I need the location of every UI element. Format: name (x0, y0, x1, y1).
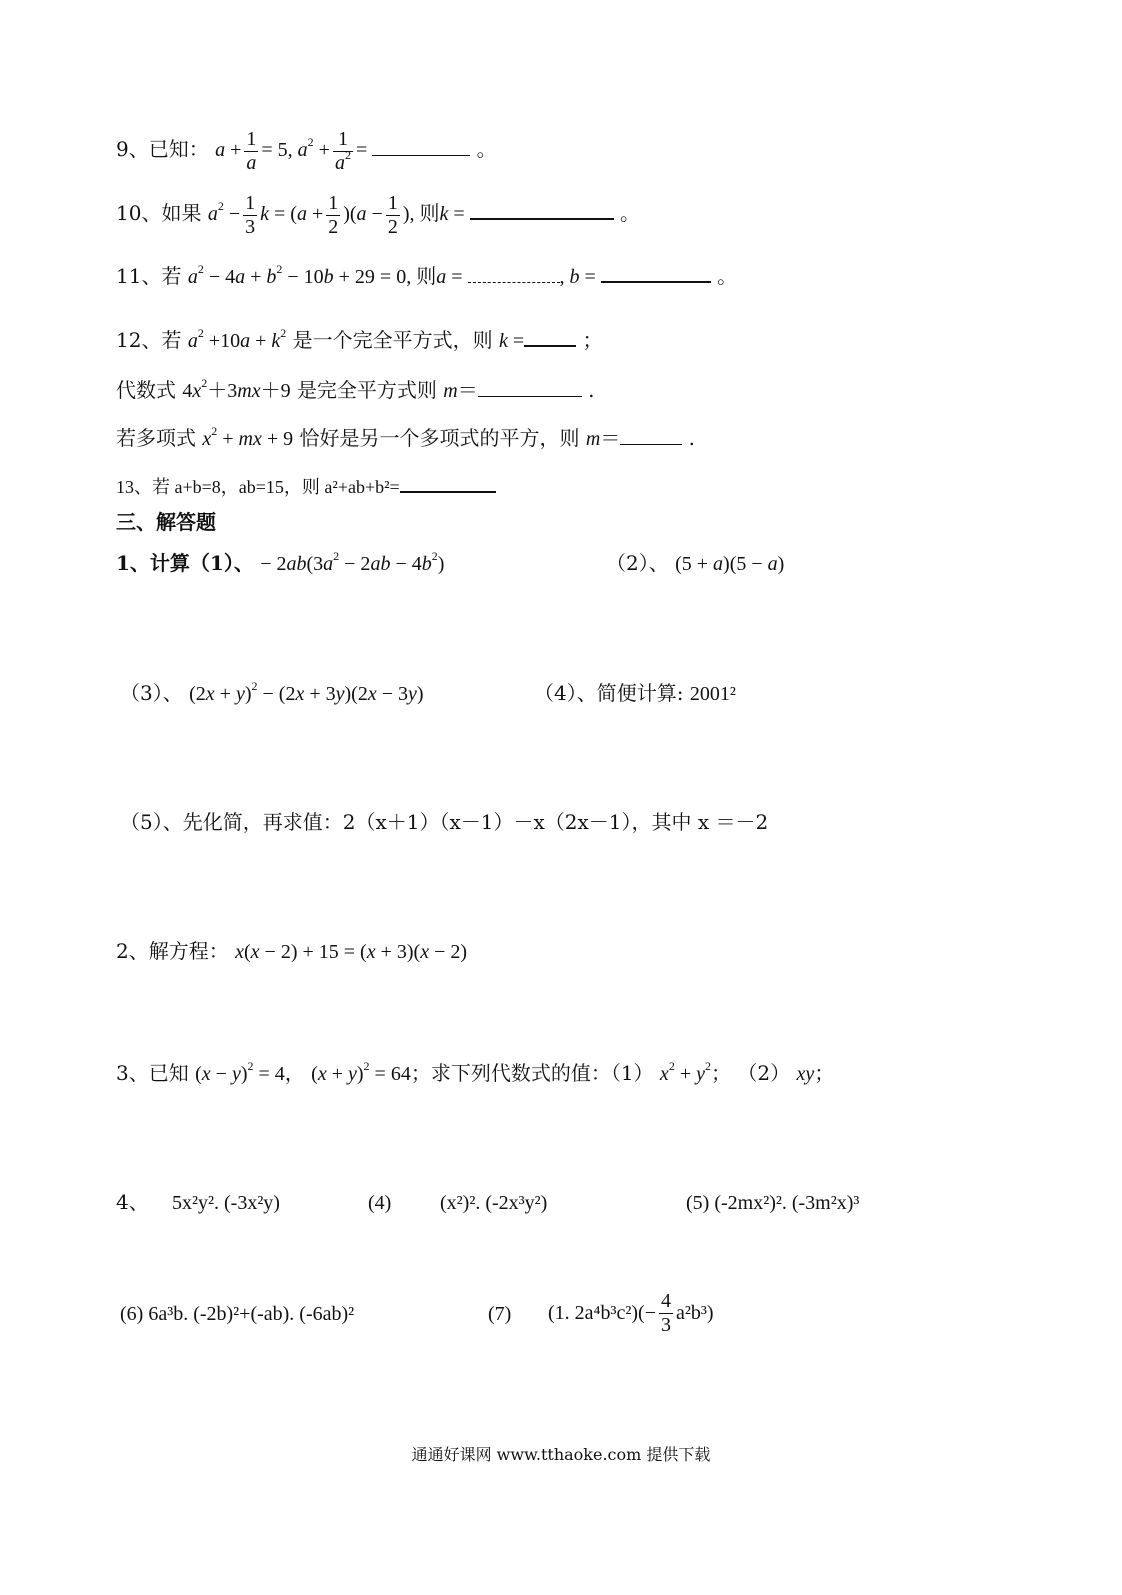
q4-expr5: (5) (-2mx²)². (-3m²x)³ (686, 1192, 860, 1214)
q9-answer-blank[interactable] (372, 155, 470, 156)
p5-text: （5）、先化简，再求值：2（x＋1）（x－1）－x（2x－1），其中 x ＝－2 (120, 810, 769, 834)
section-3-title: 三、解答题 (116, 510, 216, 534)
problem-6 (120, 1303, 354, 1324)
q4-expr1: 5x²y². (-3x²y) (172, 1192, 280, 1214)
q12c-end: . (688, 426, 696, 450)
q9-formula: a + $\frac{1}{a}$ = 5, $a^2$ + $\frac{1}{a^2}$ = (215, 128, 373, 174)
question-10 (116, 192, 640, 239)
q13-text: 13、若 a+b=8，ab=15，则 a²+ab+b²= (116, 477, 400, 497)
problem-4-e4 (440, 1192, 547, 1213)
problem-2 (116, 941, 467, 962)
q3-semi: ； (710, 1061, 731, 1085)
q12c-mid: 恰好是另一个多项式的平方，则 (299, 426, 580, 450)
q3-mid: ；求下列代数式的值：（1） (410, 1061, 654, 1085)
p2-expr: (5 + a)(5 − a) (675, 553, 785, 575)
question-13 (116, 478, 496, 497)
problem-4-e1 (172, 1192, 280, 1213)
q11-end: 。 (717, 264, 738, 288)
q3-sub2: xy (796, 1063, 815, 1085)
q3-part2: （2） (737, 1061, 791, 1085)
p1-expr: − $2ab(3a^2 - 2ab - 4b^2)$ (260, 549, 445, 575)
p1-label: 1、计算（1）、 (116, 551, 254, 575)
problem-1-part4 (534, 683, 736, 704)
question-11: 11、若 $a^2 - 4a + b^2 - 10b + 29 = 0$, 则a = , b = 。 (116, 262, 738, 288)
problem-1-part3 (120, 679, 424, 705)
q12b-answer-blank[interactable] (478, 396, 582, 397)
q7-fraction: $\frac{4}{3}$ (661, 1290, 671, 1336)
q12-formula: $a^2 +10a + k^2$ (187, 326, 287, 352)
p3-expr: $(2x + y)^2 - (2x + 3y)(2x - 3y)$ (189, 679, 424, 705)
q3-sub1: $x^2 + y^2$ (659, 1059, 711, 1085)
problem-4-l4 (368, 1192, 391, 1213)
q12b-mid: 是完全平方式则 (296, 378, 437, 402)
q11-label: 11、若 (116, 264, 182, 288)
q12b-label: 代数式 (116, 378, 176, 402)
q9-label: 9、已知： (116, 137, 209, 162)
q4-expr4: (x²)². (-2x³y²) (440, 1192, 548, 1214)
question-9 (116, 128, 497, 175)
q3-sep: ， (284, 1061, 305, 1085)
q4-label4: (4) (368, 1192, 392, 1214)
problem-4 (116, 1192, 149, 1212)
problem-3 (116, 1059, 835, 1085)
q7-expr-a: (1. 2a⁴b³c²) (548, 1302, 639, 1324)
q10-formula: $a^2$ − $\frac{1}{3}$ k = (a + $\frac{1}{2}$ )(a − $\frac{1}{2}$ ), 则k = (207, 192, 470, 238)
q12b-end: . (588, 378, 595, 402)
q12-end: ； (582, 328, 603, 352)
q11-answer-a-blank[interactable] (468, 282, 560, 283)
p3-label: （3）、 (120, 681, 183, 705)
footer (0, 1442, 1122, 1465)
q12c-formula: $x^2$ + mx + 9 (202, 424, 294, 450)
problem-1-part2 (606, 553, 784, 574)
q7-expr-b: a²b³) (676, 1302, 714, 1324)
q12-label: 12、若 (116, 328, 182, 352)
q4-label: 4、 (116, 1190, 149, 1214)
q3-expr1: $(x - y)^2 = 4$ (195, 1059, 285, 1085)
q12-mid: 是一个完全平方式，则 (292, 328, 493, 352)
p2-label: （2）、 (606, 551, 669, 575)
q12b-formula: $4x^2+3mx+9$ (182, 376, 291, 402)
question-12c: 若多项式 $x^2$ + mx + 9 恰好是另一个多项式的平方，则 m＝ . (116, 424, 696, 450)
p4-label: （4）、简便计算: (534, 681, 684, 705)
q2-label: 2、解方程： (116, 939, 229, 963)
question-12b: 代数式 $4x^2+3mx+9$ 是完全平方式则 m＝ . (116, 376, 595, 402)
q9-end: 。 (476, 137, 497, 162)
q12-answer-blank[interactable] (524, 345, 576, 347)
q3-label: 3、已知 (116, 1061, 189, 1085)
q11-formula: $a^2 - 4a + b^2 - 10b + 29 = 0$, 则a = (187, 262, 468, 288)
q13-answer-blank[interactable] (400, 491, 496, 493)
q6-expr6: (6) 6a³b. (-2b)²+(-ab). (-6ab)² (120, 1303, 355, 1325)
q12c-label: 若多项式 (116, 426, 196, 450)
q10-label: 10、如果 (116, 201, 202, 226)
q2-expr: x(x − 2) + 15 = (x + 3)(x − 2) (235, 941, 468, 963)
q10-answer-blank[interactable] (470, 218, 614, 220)
p4-expr: 2001² (689, 683, 736, 705)
problem-7-label (488, 1303, 511, 1324)
q10-end: 。 (620, 201, 641, 226)
problem-4-e5 (686, 1192, 859, 1213)
question-12: 12、若 $a^2 +10a + k^2$ 是一个完全平方式，则 k = ； (116, 326, 603, 352)
q11-answer-b-blank[interactable] (601, 281, 711, 283)
problem-1-part5 (120, 812, 768, 832)
q12c-answer-blank[interactable] (620, 444, 682, 445)
problem-7: (1. 2a⁴b³c²)(− $\frac{4}{3}$ a²b³) (548, 1290, 714, 1336)
problem-1 (116, 549, 445, 575)
q7-label: (7) (488, 1303, 512, 1325)
q3-expr2: $(x + y)^2 = 64$ (311, 1059, 411, 1085)
q3-end: ； (814, 1061, 835, 1085)
footer-text: 通通好课网 www.tthaoke.com 提供下载 (411, 1445, 711, 1464)
